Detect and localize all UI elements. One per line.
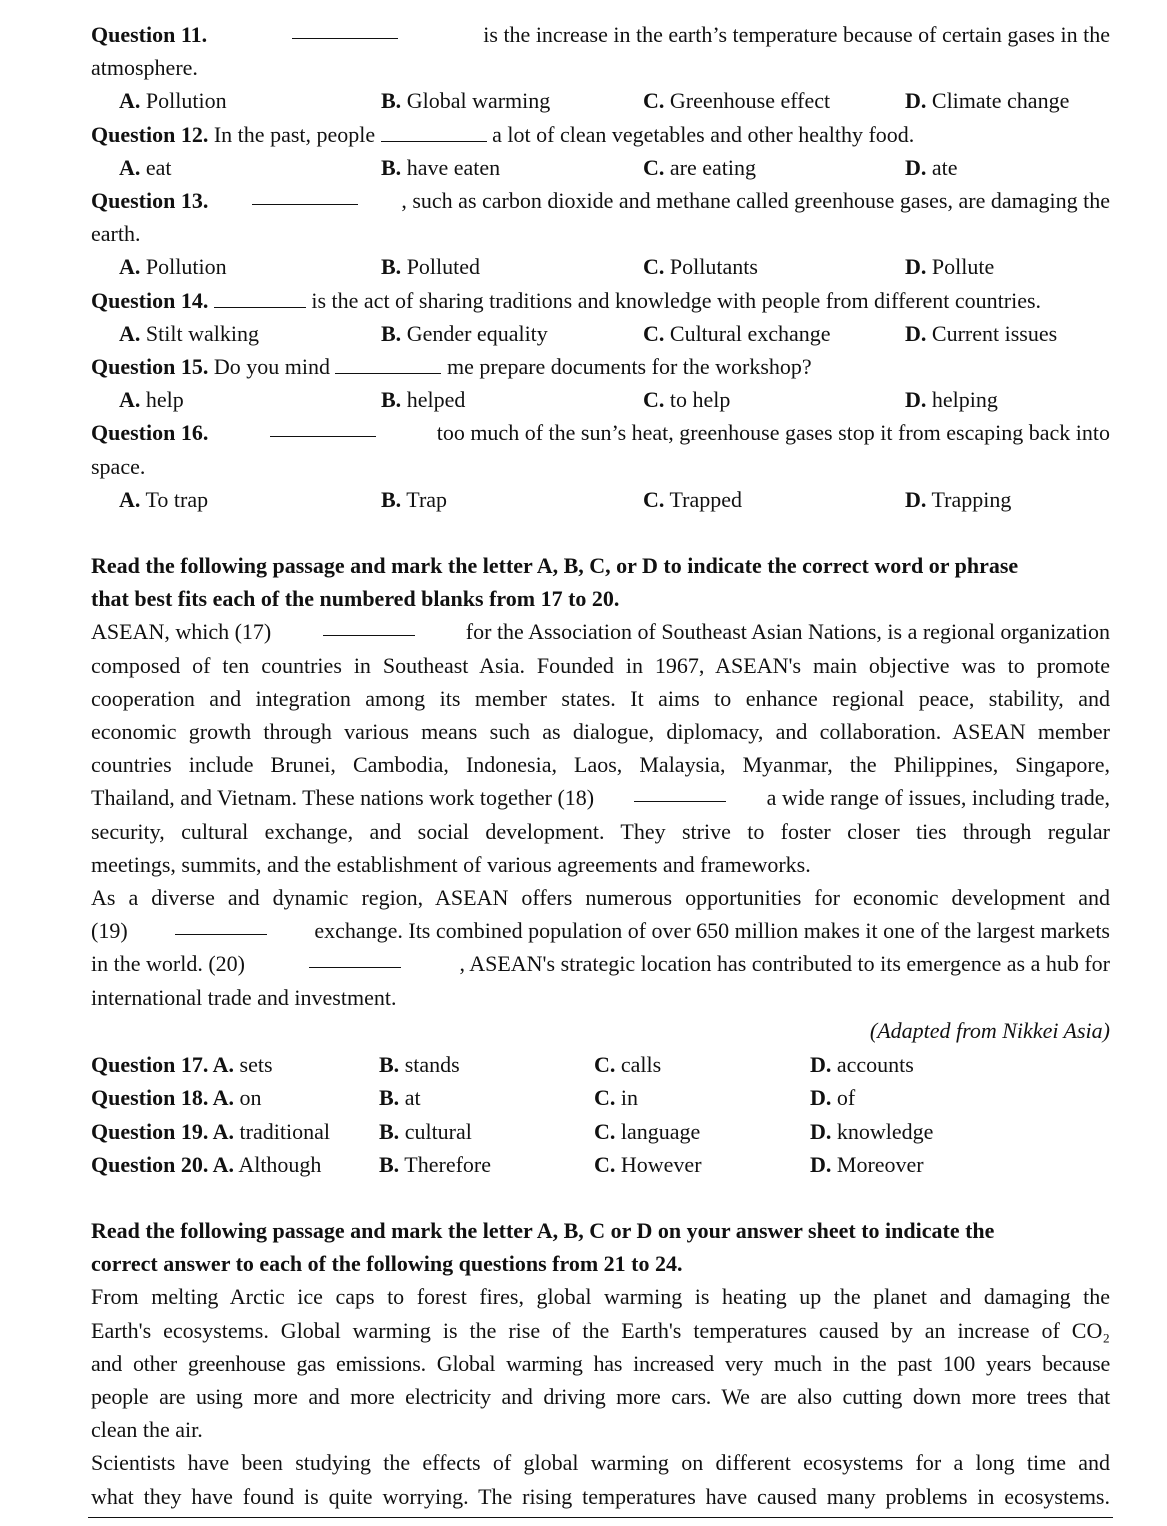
- passage-line: meetings, summits, and the establishment of various agreements and frameworks.: [91, 851, 811, 877]
- answer-blank: [270, 416, 376, 437]
- question-15-stem: [91, 350, 1110, 383]
- passage-2-heading: [91, 1214, 1110, 1280]
- question-13-stem: [91, 184, 1110, 217]
- question-18-row: [91, 1081, 1110, 1114]
- question-12-stem: [91, 118, 1110, 151]
- option-d[interactable]: D. Climate change: [905, 88, 1070, 114]
- passage-line: Scientists have been studying the effects of global warming on different ecosystems for a long time and: [91, 1450, 1110, 1476]
- question-13-options: [91, 250, 1110, 283]
- passage-line: people are using more and more electricity and driving more cars. We are also cutting down more trees that: [91, 1383, 1110, 1409]
- answer-blank-19: [175, 914, 267, 935]
- question-11-wrap: atmosphere.: [91, 55, 198, 81]
- option-b[interactable]: B. have eaten: [381, 154, 501, 180]
- option-a[interactable]: Question 18. A. on: [91, 1085, 262, 1111]
- option-b[interactable]: B. Gender equality: [381, 320, 548, 346]
- passage-line: composed of ten countries in Southeast Asia. Founded in 1967, ASEAN's main objective was to promote: [91, 652, 1110, 678]
- option-c[interactable]: C. Cultural exchange: [643, 320, 831, 346]
- answer-blank: [252, 184, 358, 205]
- option-d[interactable]: D. helping: [905, 387, 998, 413]
- question-11-stem: [91, 18, 1110, 51]
- question-text: , such as carbon dioxide and methane called greenhouse gases, are damaging the: [401, 188, 1110, 214]
- option-a[interactable]: A. Pollution: [119, 254, 227, 280]
- question-text: In the past, people: [208, 121, 381, 147]
- question-16-stem: [91, 416, 1110, 449]
- option-d[interactable]: D. accounts: [810, 1052, 914, 1078]
- question-17-row: [91, 1048, 1110, 1081]
- question-label: Question 14.: [91, 287, 209, 313]
- option-c[interactable]: C. Pollutants: [643, 254, 758, 280]
- option-d[interactable]: D. of: [810, 1085, 856, 1111]
- question-text: a lot of clean vegetables and other healthy food.: [486, 121, 915, 147]
- option-a[interactable]: A. help: [119, 387, 184, 413]
- answer-blank-20: [309, 947, 401, 968]
- passage-line: Thailand, and Vietnam. These nations work together (18) a wide range of issues, including trade,: [91, 781, 1110, 814]
- option-c[interactable]: C. Trapped: [643, 486, 743, 512]
- passage-line: ASEAN, which (17) for the Association of Southeast Asian Nations, is a regional organization: [91, 615, 1110, 648]
- option-c[interactable]: C. to help: [643, 387, 731, 413]
- heading-line: that best fits each of the numbered blanks from 17 to 20.: [91, 586, 620, 612]
- option-d[interactable]: D. Pollute: [905, 254, 995, 280]
- option-c[interactable]: C. language: [594, 1118, 701, 1144]
- passage-line: international trade and investment.: [91, 984, 397, 1010]
- option-d[interactable]: D. knowledge: [810, 1118, 934, 1144]
- option-d[interactable]: D. ate: [905, 154, 958, 180]
- question-11-options: [91, 84, 1110, 117]
- question-20-row: [91, 1148, 1110, 1181]
- question-text: me prepare documents for the workshop?: [441, 354, 812, 380]
- option-b[interactable]: B. stands: [379, 1052, 460, 1078]
- question-14-options: [91, 317, 1110, 350]
- passage-line: in the world. (20) , ASEAN's strategic location has contributed to its emergence as a hub for: [91, 947, 1110, 980]
- option-a[interactable]: A. Stilt walking: [119, 320, 259, 346]
- answer-blank-18: [634, 781, 726, 802]
- question-16-wrap: space.: [91, 453, 146, 479]
- option-b[interactable]: B. Therefore: [379, 1151, 492, 1177]
- option-b[interactable]: B. at: [379, 1085, 421, 1111]
- passage-1-body: [91, 615, 1110, 1047]
- question-label: Question 12.: [91, 121, 209, 147]
- option-c[interactable]: C. Greenhouse effect: [643, 88, 831, 114]
- option-b[interactable]: B. Global warming: [381, 88, 551, 114]
- question-label: Question 11.: [91, 22, 208, 47]
- question-text: Do you mind: [208, 354, 336, 380]
- option-b[interactable]: B. Trap: [381, 486, 448, 512]
- question-15-options: [91, 383, 1110, 416]
- option-d[interactable]: D. Moreover: [810, 1151, 924, 1177]
- answer-blank: [292, 18, 398, 39]
- passage-line: security, cultural exchange, and social development. They strive to foster closer ties through regular: [91, 818, 1110, 844]
- question-14-stem: [91, 284, 1110, 317]
- option-c[interactable]: C. calls: [594, 1052, 662, 1078]
- question-label: Question 15.: [91, 354, 209, 380]
- passage-line: From melting Arctic ice caps to forest fires, global warming is heating up the planet and damaging the: [91, 1284, 1110, 1310]
- question-text: is the increase in the earth’s temperature because of certain gases in the: [483, 22, 1110, 47]
- option-a[interactable]: A. Pollution: [119, 88, 227, 114]
- exam-page: [91, 18, 1110, 1513]
- passage-2-body: [91, 1280, 1110, 1512]
- passage-line: countries include Brunei, Cambodia, Indonesia, Laos, Malaysia, Myanmar, the Philippines, Singapore,: [91, 752, 1110, 778]
- question-12-options: [91, 151, 1110, 184]
- passage-line: and other greenhouse gas emissions. Global warming has increased very much in the past 100 years because: [91, 1350, 1110, 1376]
- option-b[interactable]: B. Polluted: [381, 254, 481, 280]
- option-b[interactable]: B. cultural: [379, 1118, 472, 1144]
- option-c[interactable]: C. are eating: [643, 154, 756, 180]
- passage-line: clean the air.: [91, 1417, 203, 1443]
- option-c[interactable]: C. in: [594, 1085, 639, 1111]
- passage-line: economic growth through various means such as dialogue, diplomacy, and collaboration. ASEAN member: [91, 719, 1110, 745]
- heading-line: Read the following passage and mark the letter A, B, C or D on your answer sheet to indicate the: [91, 1217, 995, 1243]
- question-16-options: [91, 483, 1110, 516]
- option-a[interactable]: A. eat: [119, 154, 172, 180]
- passage-1-heading: [91, 549, 1110, 615]
- cloze-questions: [91, 1048, 1110, 1181]
- question-label: Question 16.: [91, 420, 209, 446]
- passage-line: cooperation and integration among its member states. It aims to enhance regional peace, stability, and: [91, 685, 1110, 711]
- option-a[interactable]: Question 20. A. Although: [91, 1151, 322, 1177]
- answer-blank: [335, 353, 441, 374]
- footer-rule: [88, 1517, 1113, 1518]
- passage-line: As a diverse and dynamic region, ASEAN offers numerous opportunities for economic development and: [91, 885, 1110, 911]
- option-d[interactable]: D. Trapping: [905, 486, 1012, 512]
- option-a[interactable]: Question 17. A. sets: [91, 1052, 273, 1078]
- answer-blank: [214, 287, 306, 308]
- answer-blank-17: [323, 615, 415, 636]
- passage-line: what they have found is quite worrying. The rising temperatures have caused many problems in ecosystems.: [91, 1483, 1110, 1509]
- passage-line: Earth's ecosystems. Global warming is the rise of the Earth's temperatures caused by an increase of CO₂: [91, 1317, 1110, 1343]
- option-d[interactable]: D. Current issues: [905, 320, 1058, 346]
- question-label: Question 13.: [91, 188, 209, 214]
- passage-source: (Adapted from Nikkei Asia): [869, 1017, 1110, 1043]
- option-b[interactable]: B. helped: [381, 387, 466, 413]
- passage-line: (19) exchange. Its combined population of over 650 million makes it one of the largest markets: [91, 914, 1110, 947]
- heading-line: correct answer to each of the following questions from 21 to 24.: [91, 1251, 683, 1277]
- answer-blank: [381, 121, 487, 142]
- option-c[interactable]: C. However: [594, 1151, 702, 1177]
- option-a[interactable]: Question 19. A. traditional: [91, 1118, 330, 1144]
- option-a[interactable]: A. To trap: [119, 486, 209, 512]
- question-text: too much of the sun’s heat, greenhouse gases stop it from escaping back into: [436, 420, 1110, 446]
- question-13-wrap: earth.: [91, 221, 141, 247]
- heading-line: Read the following passage and mark the letter A, B, C, or D to indicate the correct word or phrase: [91, 553, 1019, 579]
- question-text: is the act of sharing traditions and knowledge with people from different countries.: [305, 287, 1042, 313]
- question-19-row: [91, 1115, 1110, 1148]
